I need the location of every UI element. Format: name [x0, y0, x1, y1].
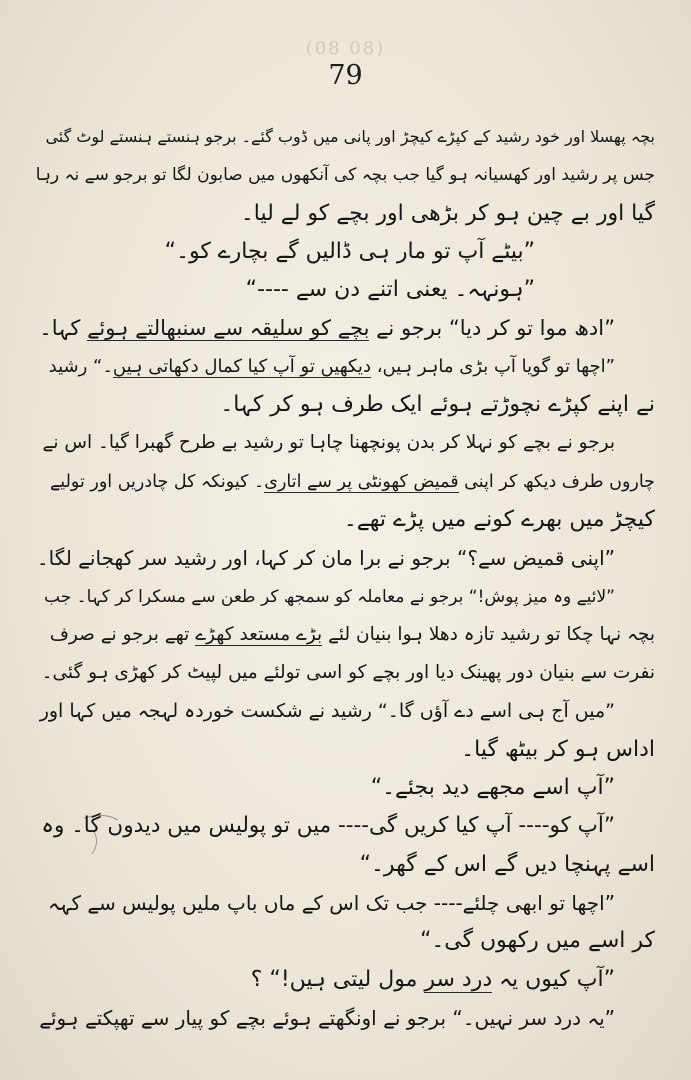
page-number: 79 — [328, 60, 363, 91]
text-line: ”آپ کو---- آپ کیا کریں گی---- میں تو پولیس میں دیدوں گا۔ وہ — [41, 813, 615, 839]
text-line: بچہ پھسلا اور خود رشید کے کپڑے کیچڑ اور پانی میں ڈوب گئے۔ برجو ہنستے ہنستے لوٹ گئی — [45, 127, 655, 146]
text-line: اسے پہنچا دیں گے اس کے گھر۔“ — [359, 851, 655, 877]
text-line: ”ہونہہ۔ یعنی اتنے دن سے ----“ — [245, 277, 535, 303]
text-line: بچہ نہا چکا تو رشید تازہ دھلا ہوا بنیان لئے بڑے مستعد کھڑے تھے برجو نے صرف — [49, 623, 655, 645]
text-line: ”اچھا تو ابھی چلئے---- جب تک اس کے ماں باپ ملیں پولیس سے کہہ — [48, 890, 615, 915]
text-line: ”لائیے وہ میز پوش!“ برجو نے معاملہ کو سمجھ کر طعن سے مسکرا کر کہا۔ جب — [44, 586, 615, 607]
text-line: ”ادھ موا تو کر دیا“ برجو نے بچے کو سلیقہ سے سنبھالتے ہوئے کہا۔ — [39, 316, 615, 341]
text-line: ”آپ کیوں یہ درد سر مول لیتی ہیں!“ ؟ — [250, 966, 615, 992]
text-line: ”بیٹے آپ تو مار ہی ڈالیں گے بچارے کو۔“ — [164, 238, 535, 264]
text-line: ”میں آج ہی اسے دے آؤں گا۔“ رشید نے شکست خوردہ لہجہ میں کہا اور — [39, 700, 615, 723]
text-line: برجو نے بچے کو نہلا کر بدن پونچھنا چاہا تو رشید بے طرح گھبرا گیا۔ اس نے — [42, 432, 615, 454]
pen-underline: قمیض کھونٹی پر سے اتاری — [264, 471, 459, 492]
text-line: گیا اور بے چین ہو کر بڑھی اور بچے کو لے لیا۔ — [240, 200, 655, 226]
text-line: نفرت سے بنیان دور پھینک دیا اور بچے کو اسی تولئے میں لپیٹ کر کھڑی ہو گئی۔ — [41, 662, 655, 684]
pen-underline: بچے کو سلیقہ سے سنبھالتے ہوئے — [87, 316, 370, 341]
pen-underline: دیکھیں تو آپ کیا کمال دکھاتی ہیں — [112, 355, 371, 377]
text-line: نے اپنے کپڑے نچوڑتے ہوئے ایک طرف ہو کر کہا۔ — [220, 392, 655, 418]
pen-underline: بڑے مستعد کھڑے — [195, 623, 323, 645]
bleed-through-page-number: (08 08) — [305, 38, 386, 59]
text-line: ”یہ درد سر نہیں۔“ برجو نے اونگھتے ہوئے بچے کو پیار سے تھپکتے ہوئے — [39, 1005, 615, 1030]
text-line: کیچڑ میں بھرے کونے میں پڑے تھے۔ — [343, 506, 655, 532]
text-line: کر اسے میں رکھوں گی۔“ — [419, 928, 655, 954]
text-line: اداس ہو کر بیٹھ گیا۔ — [461, 736, 655, 762]
urdu-text-body — [36, 118, 655, 1037]
text-line: ”آپ اسے مجھے دید بجئے۔“ — [370, 775, 615, 801]
text-line: ”اپنی قمیض سے؟“ برجو نے برا مان کر کہا، اور رشید سر کھجانے لگا۔ — [36, 546, 615, 571]
pen-underline: درد سر — [424, 966, 493, 992]
text-line: ”اچھا تو گویا آپ بڑی ماہر ہیں، دیکھیں تو آپ کیا کمال دکھاتی ہیں۔“ رشید — [48, 355, 615, 377]
text-line: جس پر رشید اور کھسیانہ ہو گیا جب بچہ کی آنکھوں میں صابون لگا تو برجو سے نہ رہا — [36, 165, 655, 186]
text-line: چاروں طرف دیکھ کر اپنی قمیض کھونٹی پر سے اتاری۔ کیونکہ کل چادریں اور تولیے — [50, 471, 655, 492]
